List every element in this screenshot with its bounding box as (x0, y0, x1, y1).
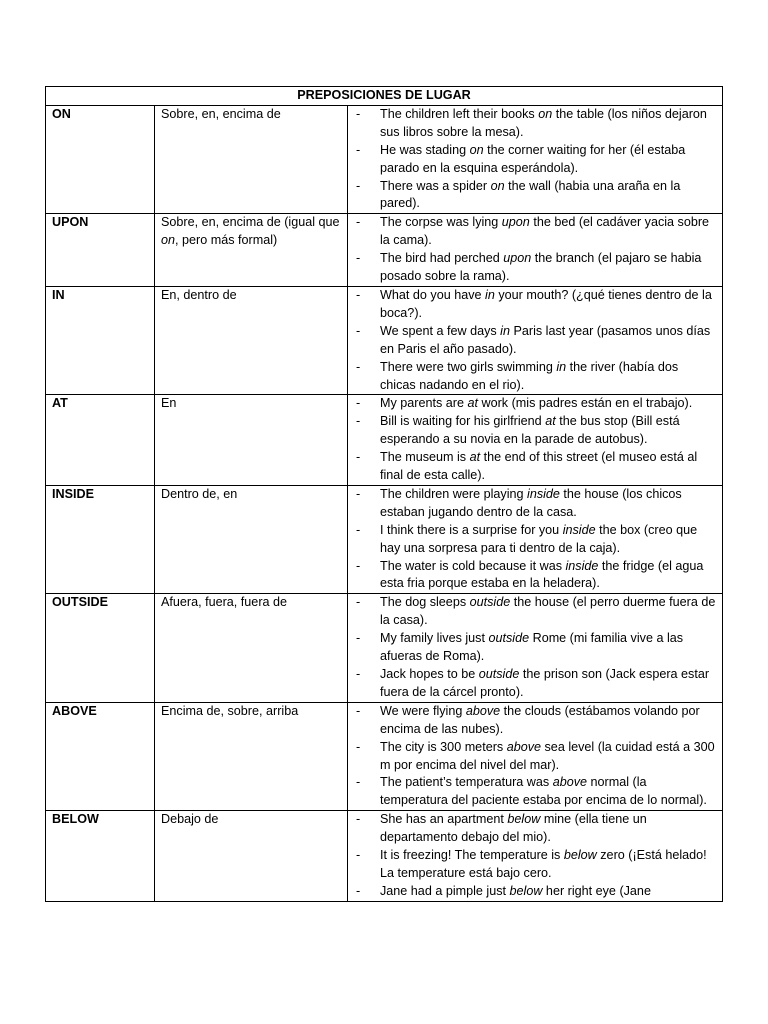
preposition-cell: OUTSIDE (46, 594, 155, 702)
example-item (354, 739, 716, 775)
example-item (354, 449, 716, 485)
examples-cell (348, 286, 723, 394)
text-segment: Afuera, fuera, fuera de (161, 595, 288, 610)
text-segment: He was stading (380, 142, 470, 157)
examples-cell (348, 395, 723, 486)
text-segment: We were flying (380, 703, 466, 718)
text-segment: The dog sleeps (380, 595, 470, 610)
bullet-dash: - (356, 486, 361, 501)
italic-preposition: inside (562, 522, 596, 537)
examples-list (354, 214, 716, 286)
text-segment: the clouds (estábamos volando por encima de las nubes). (380, 703, 700, 736)
table-title: PREPOSICIONES DE LUGAR (46, 87, 723, 106)
table-row (46, 811, 723, 902)
text-segment: En (161, 396, 177, 411)
text-segment: zero (¡Está helado! La temperature está bajo cero. (380, 848, 707, 880)
italic-preposition: below (509, 883, 543, 898)
example-item (354, 250, 716, 286)
example-item (354, 630, 716, 666)
italic-preposition: at (467, 396, 479, 411)
text-segment: Sobre, en, encima de (igual que (161, 215, 340, 230)
meaning-cell (155, 214, 348, 287)
example-item (354, 522, 716, 558)
text-segment: Jane had a pimple just (380, 883, 510, 898)
italic-preposition: inside (527, 486, 560, 501)
bullet-dash: - (356, 287, 361, 302)
bullet-dash: - (356, 142, 361, 157)
prepositions-table (45, 86, 723, 902)
table-row (46, 594, 723, 702)
text-segment: My family lives just (380, 631, 489, 646)
examples-list (354, 703, 716, 810)
text-segment: The corpse was lying (380, 215, 502, 230)
text-segment: There was a spider (380, 178, 491, 193)
meaning-cell (155, 702, 348, 810)
example-item (354, 703, 716, 739)
italic-preposition: in (485, 287, 495, 302)
examples-list (354, 287, 716, 394)
text-segment: the branch (el pajaro se habia posado sobre la rama). (380, 251, 702, 284)
text-segment: The children were playing (380, 486, 528, 501)
preposition-cell: IN (46, 286, 155, 394)
bullet-dash: - (356, 178, 361, 193)
text-segment: En, dentro de (161, 287, 237, 302)
bullet-dash: - (356, 215, 361, 230)
preposition-cell: AT (46, 395, 155, 486)
bullet-dash: - (356, 359, 361, 374)
example-item (354, 883, 716, 901)
example-item (354, 486, 716, 522)
text-segment: your mouth? (¿qué tienes dentro de la boca?). (380, 287, 712, 320)
text-segment: the bed (el cadáver yacia sobre la cama). (380, 215, 710, 248)
table-row (46, 395, 723, 486)
preposition-cell: BELOW (46, 811, 155, 902)
text-segment: Dentro de, en (161, 486, 238, 501)
text-segment: normal (la temperatura del paciente estaba por encima de lo normal). (380, 775, 707, 808)
table-row (46, 105, 723, 213)
text-segment: the fridge (el agua esta fria porque estaba en la heladera). (380, 558, 704, 591)
bullet-dash: - (356, 396, 361, 411)
text-segment: the prison son (Jack espera estar fuera de la cárcel pronto). (380, 667, 710, 699)
bullet-dash: - (356, 739, 361, 754)
table-row (46, 214, 723, 287)
italic-preposition: outside (469, 595, 511, 610)
text-segment: Jack hopes to be (380, 667, 479, 681)
bullet-dash: - (356, 414, 361, 429)
text-segment: The museum is (380, 450, 470, 465)
text-segment: the end of this street (el museo está al final de esta calle). (380, 450, 698, 483)
examples-list (354, 811, 716, 901)
italic-preposition: in (556, 359, 567, 374)
example-item (354, 323, 716, 359)
text-segment: the house (los chicos estaban jugando dentro de la casa. (380, 486, 682, 519)
italic-preposition: on (538, 106, 553, 121)
bullet-dash: - (356, 631, 361, 646)
italic-preposition: at (545, 414, 556, 429)
examples-list (354, 594, 716, 701)
text-segment: Encima de, sobre, arriba (161, 703, 299, 718)
examples-cell (348, 702, 723, 810)
text-segment: work (mis padres están en el trabajo). (478, 396, 693, 411)
text-segment: the corner waiting for her (él estaba parado en la esquina esperándola). (380, 142, 686, 175)
table-row (46, 702, 723, 810)
bullet-dash: - (356, 251, 361, 266)
table-row (46, 485, 723, 593)
italic-preposition: above (506, 739, 542, 754)
meaning-cell (155, 594, 348, 702)
meaning-cell (155, 286, 348, 394)
text-segment: We spent a few days (380, 323, 501, 338)
meaning-cell (155, 105, 348, 213)
bullet-dash: - (356, 323, 361, 338)
text-segment: Bill is waiting for his girlfriend (380, 414, 546, 429)
text-segment: Sobre, en, encima de (161, 106, 281, 121)
preposition-cell: ABOVE (46, 702, 155, 810)
example-item (354, 811, 716, 847)
bullet-dash: - (356, 775, 361, 790)
italic-preposition: above (465, 703, 501, 718)
examples-cell (348, 594, 723, 702)
preposition-cell: INSIDE (46, 485, 155, 593)
bullet-dash: - (356, 883, 361, 898)
example-item (354, 395, 716, 413)
example-item (354, 178, 716, 214)
italic-preposition: below (507, 812, 541, 827)
text-segment: The patient’s temperatura was (380, 775, 553, 790)
text-segment: the wall (habia una araña en la pared). (380, 178, 681, 211)
italic-preposition: on (469, 142, 484, 157)
text-segment: The water is cold because it was (380, 558, 566, 573)
example-item (354, 594, 716, 630)
text-segment: I think there is a surprise for you (380, 522, 563, 537)
example-item (354, 666, 716, 702)
table-body (46, 105, 723, 901)
preposition-cell: ON (46, 105, 155, 213)
table-row (46, 286, 723, 394)
text-segment: the bus stop (Bill está esperando a su novia en la parade de autobus). (380, 414, 680, 447)
bullet-dash: - (356, 558, 361, 573)
text-segment: It is freezing! The temperature is (380, 848, 564, 863)
text-segment: sea level (la cuidad está a 300 m por encima del nivel del mar). (380, 739, 715, 772)
examples-list (354, 395, 716, 485)
example-item (354, 142, 716, 178)
bullet-dash: - (356, 450, 361, 465)
example-item (354, 106, 716, 142)
text-segment: her right eye (Jane (542, 883, 651, 898)
text-segment: My parents are (380, 396, 468, 411)
text-segment: mine (ella tiene un departamento debajo del mio). (380, 812, 647, 845)
bullet-dash: - (356, 106, 361, 121)
text-segment: She has an apartment (380, 812, 508, 827)
text-segment: The city is 300 meters (380, 739, 507, 754)
italic-preposition: inside (565, 558, 599, 573)
text-segment: , pero más formal) (175, 233, 278, 248)
text-segment: the box (creo que hay una sorpresa para ti dentro de la caja). (380, 522, 698, 555)
text-segment: the table (los niños dejaron sus libros sobre la mesa). (380, 106, 707, 139)
bullet-dash: - (356, 522, 361, 537)
italic-preposition: at (469, 450, 481, 465)
italic-preposition: on (490, 178, 505, 193)
italic-preposition: outside (488, 631, 530, 646)
bullet-dash: - (356, 703, 361, 718)
bullet-dash: - (356, 667, 361, 681)
examples-cell (348, 811, 723, 902)
examples-cell (348, 105, 723, 213)
example-item (354, 287, 716, 323)
examples-list (354, 486, 716, 593)
text-segment: What do you have (380, 287, 486, 302)
bullet-dash: - (356, 812, 361, 827)
italic-preposition: upon (503, 251, 532, 266)
preposition-cell: UPON (46, 214, 155, 287)
bullet-dash: - (356, 595, 361, 610)
text-segment: Debajo de (161, 812, 219, 827)
italic-preposition: outside (478, 667, 520, 681)
italic-preposition: in (500, 323, 510, 338)
examples-list (354, 106, 716, 213)
text-segment: the house (el perro duerme fuera de la casa). (380, 595, 716, 628)
meaning-cell (155, 485, 348, 593)
italic-preposition: below (563, 848, 597, 863)
examples-cell (348, 485, 723, 593)
text-segment: Rome (mi familia vive a las afueras de Roma). (380, 631, 684, 664)
example-item (354, 847, 716, 883)
example-item (354, 413, 716, 449)
example-item (354, 359, 716, 395)
text-segment: There were two girls swimming (380, 359, 557, 374)
meaning-cell (155, 811, 348, 902)
text-segment: Paris last year (pasamos unos días en Paris el año pasado). (380, 323, 711, 356)
text-segment: The children left their books (380, 106, 539, 121)
text-segment: The bird had perched (380, 251, 504, 266)
italic-preposition: above (552, 775, 588, 790)
bullet-dash: - (356, 848, 361, 863)
italic-preposition: on (161, 233, 176, 248)
italic-preposition: upon (501, 215, 530, 230)
example-item (354, 774, 716, 810)
meaning-cell (155, 395, 348, 486)
text-segment: the river (había dos chicas nadando en el rio). (380, 359, 679, 392)
table-title-row (46, 87, 723, 106)
example-item (354, 214, 716, 250)
examples-cell (348, 214, 723, 287)
document-page (45, 86, 722, 902)
example-item (354, 558, 716, 594)
